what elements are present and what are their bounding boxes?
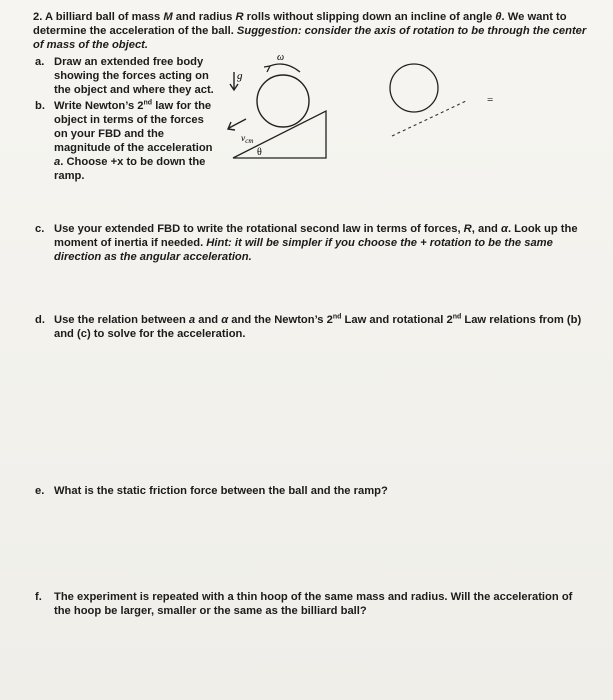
suggestion-text: Suggestion: consider the axis of rotation to be through the center of mass of the object. (33, 25, 587, 51)
part-d-letter: d. (35, 314, 45, 326)
part-c-letter: c. (35, 223, 45, 235)
mass-symbol: M (163, 11, 173, 23)
part-c-text-2: , and (471, 223, 501, 235)
part-b-line-1: Write Newton’s 2 (54, 100, 144, 112)
part-c-text (54, 222, 589, 264)
part-d-text-4: Law and rotational 2 (341, 314, 453, 326)
part-f-letter: f. (35, 591, 42, 603)
incline-ramp (233, 111, 326, 158)
part-b-line-2: object in terms of the forces (54, 114, 204, 126)
accel-symbol: a (54, 156, 61, 168)
intro-text-2: and radius (172, 11, 236, 23)
part-d-text (54, 313, 589, 341)
omega-label: ω (277, 52, 285, 63)
rotation-arc (270, 64, 300, 72)
part-c-alpha: α (500, 223, 508, 235)
part-d-text-5: Law relations from (b) and (c) to solve for the acceleration. (54, 314, 582, 340)
part-b-line-4: magnitude of the acceleration (54, 142, 213, 154)
radius-symbol: R (235, 11, 244, 23)
part-f-text: The experiment is repeated with a thin hoop of the same mass and radius. Will the acceleration of the hoop be larger, smaller or the same as the billiard ball? (54, 591, 573, 617)
part-d-sup-1: nd (332, 313, 342, 321)
part-c-text-3: . Look up the moment of inertia if needed. (54, 223, 578, 249)
gravity-label: g (237, 70, 243, 82)
part-a-letter: a. (35, 56, 45, 68)
intro-text-1: 2. A billiard ball of mass (33, 11, 164, 23)
part-e-letter: e. (35, 485, 45, 497)
part-d-text-3: and the Newton’s 2 (228, 314, 333, 326)
part-d-text-1: Use the relation between (54, 314, 189, 326)
part-c-text-1: Use your extended FBD to write the rotational second law in terms of forces, (54, 223, 464, 235)
intro-text-3: rolls without slipping down an incline of angle (243, 11, 496, 23)
part-e-text: What is the static friction force between the ball and the ramp? (54, 485, 388, 497)
part-b-line-3: on your FBD and the (54, 128, 165, 140)
part-b-letter: b. (35, 100, 45, 112)
vcm-arrow (228, 119, 246, 130)
part-b-line-1-end: law for the (152, 100, 212, 112)
angle-symbol: θ (495, 11, 502, 23)
part-c-hint: Hint: it will be simpler if you choose the + rotation to be the same direction as the angular acceleration. (54, 237, 553, 263)
part-a-line-2: showing the forces acting on (54, 70, 209, 82)
part-d-alpha: α (221, 314, 229, 326)
billiard-ball (257, 75, 309, 127)
part-a-line-3: the object and where they act. (54, 84, 214, 96)
equals-sign: = (487, 94, 494, 106)
intro-text-4: . We want to determine the acceleration of the ball. (33, 11, 567, 37)
part-b-line-6: ramp. (54, 170, 85, 182)
part-d-text-2: and (195, 314, 222, 326)
fbd-ball (390, 64, 438, 112)
part-b-sup: nd (143, 99, 153, 107)
part-c-radius: R (463, 223, 472, 235)
rotation-arrowhead (264, 66, 270, 72)
incline-angle-label: θ (257, 147, 262, 158)
part-d-accel: a (188, 314, 196, 326)
part-a-line-1: Draw an extended free body (54, 56, 204, 68)
part-d-sup-2: nd (452, 313, 462, 321)
incline-figure (0, 0, 613, 200)
part-b-line-5: . Choose +x to be down the (60, 156, 206, 168)
vcm-label: $v_{cm}$ (241, 134, 254, 145)
